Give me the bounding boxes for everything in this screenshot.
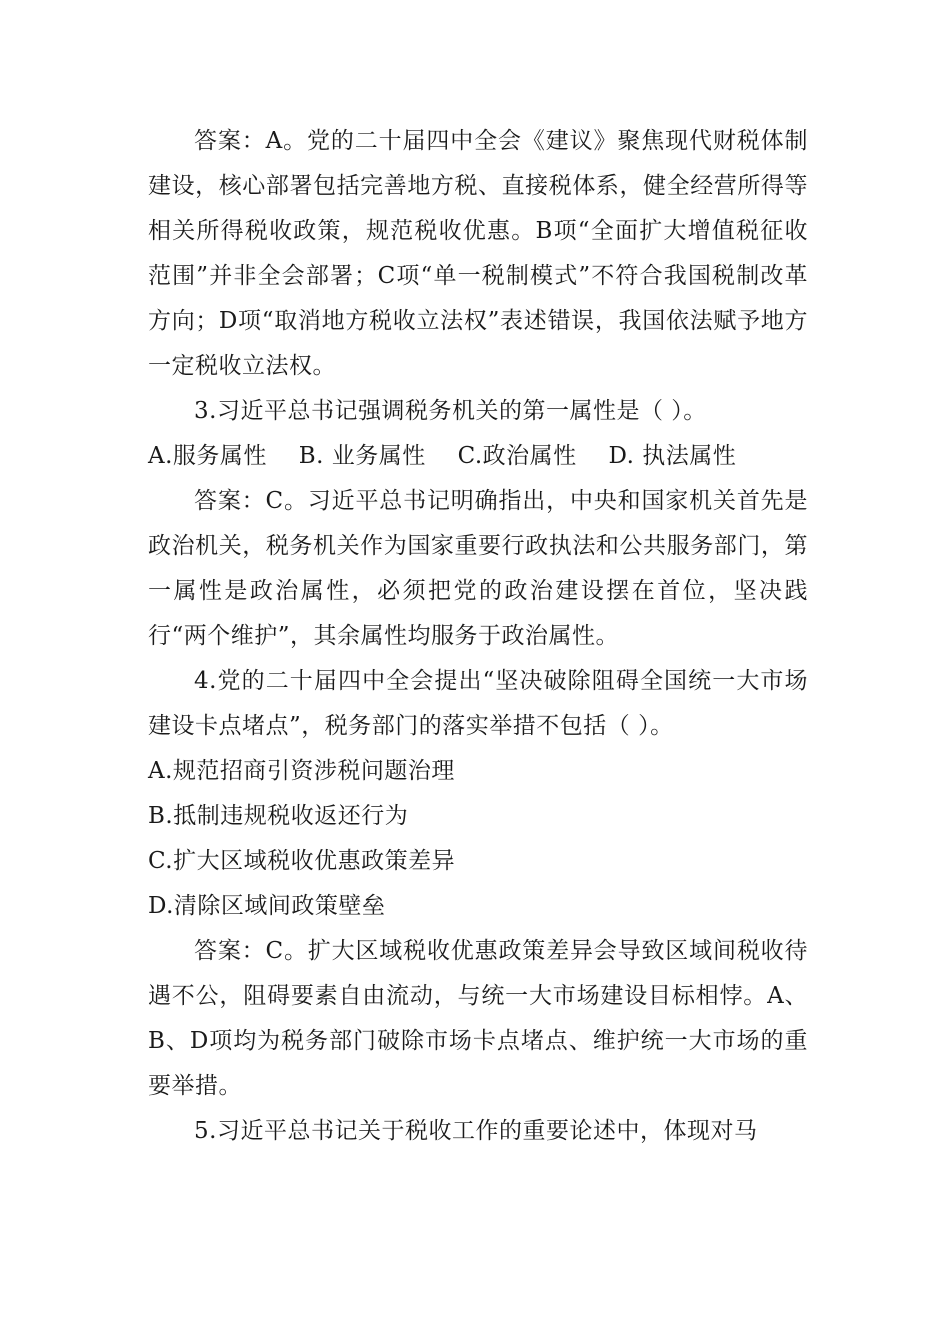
answer-paragraph-3: 答案：C。习近平总书记明确指出，中央和国家机关首先是政治机关，税务机关作为国家重要行政执法和公共服务部门，第一属性是政治属性，必须把党的政治建设摆在首位，坚决践行“两个维护”，其余属性均服务于政治属性。	[148, 488, 808, 649]
question-4-option-b: B.抵制违规税收返还行为	[148, 803, 409, 829]
question-3-option-c: C.政治属性	[457, 443, 577, 469]
answer-paragraph-2: 答案：A。党的二十届四中全会《建议》聚焦现代财税体制建设，核心部署包括完善地方税、直接税体系，健全经营所得等相关所得税收政策，规范税收优惠。B项“全面扩大增值税征收范围”并非全会部署；C项“单一税制模式”不符合我国税制改革方向；D项“取消地方税收立法权”表述错误，我国依法赋予地方一定税收立法权。	[148, 128, 808, 379]
question-3-option-d: D. 执法属性	[608, 443, 737, 469]
document-body	[148, 119, 808, 1154]
question-4: 4.党的二十届四中全会提出“坚决破除阻碍全国统一大市场建设卡点堵点”，税务部门的落实举措不包括（ ）。	[148, 668, 808, 739]
question-3: 3.习近平总书记强调税务机关的第一属性是（ ）。	[194, 398, 707, 424]
question-3-option-a: A.服务属性	[148, 443, 267, 469]
question-4-option-c: C.扩大区域税收优惠政策差异	[148, 848, 456, 874]
answer-paragraph-4: 答案：C。扩大区域税收优惠政策差异会导致区域间税收待遇不公，阻碍要素自由流动，与统一大市场建设目标相悖。A、B、D项均为税务部门破除市场卡点堵点、维护统一大市场的重要举措。	[148, 938, 808, 1099]
question-4-option-d: D.清除区域间政策壁垒	[148, 893, 386, 919]
question-3-options	[148, 434, 808, 479]
question-5: 5.习近平总书记关于税收工作的重要论述中，体现对马	[194, 1118, 758, 1144]
question-3-option-b: B. 业务属性	[298, 443, 426, 469]
question-4-option-a: A.规范招商引资涉税问题治理	[148, 758, 455, 784]
